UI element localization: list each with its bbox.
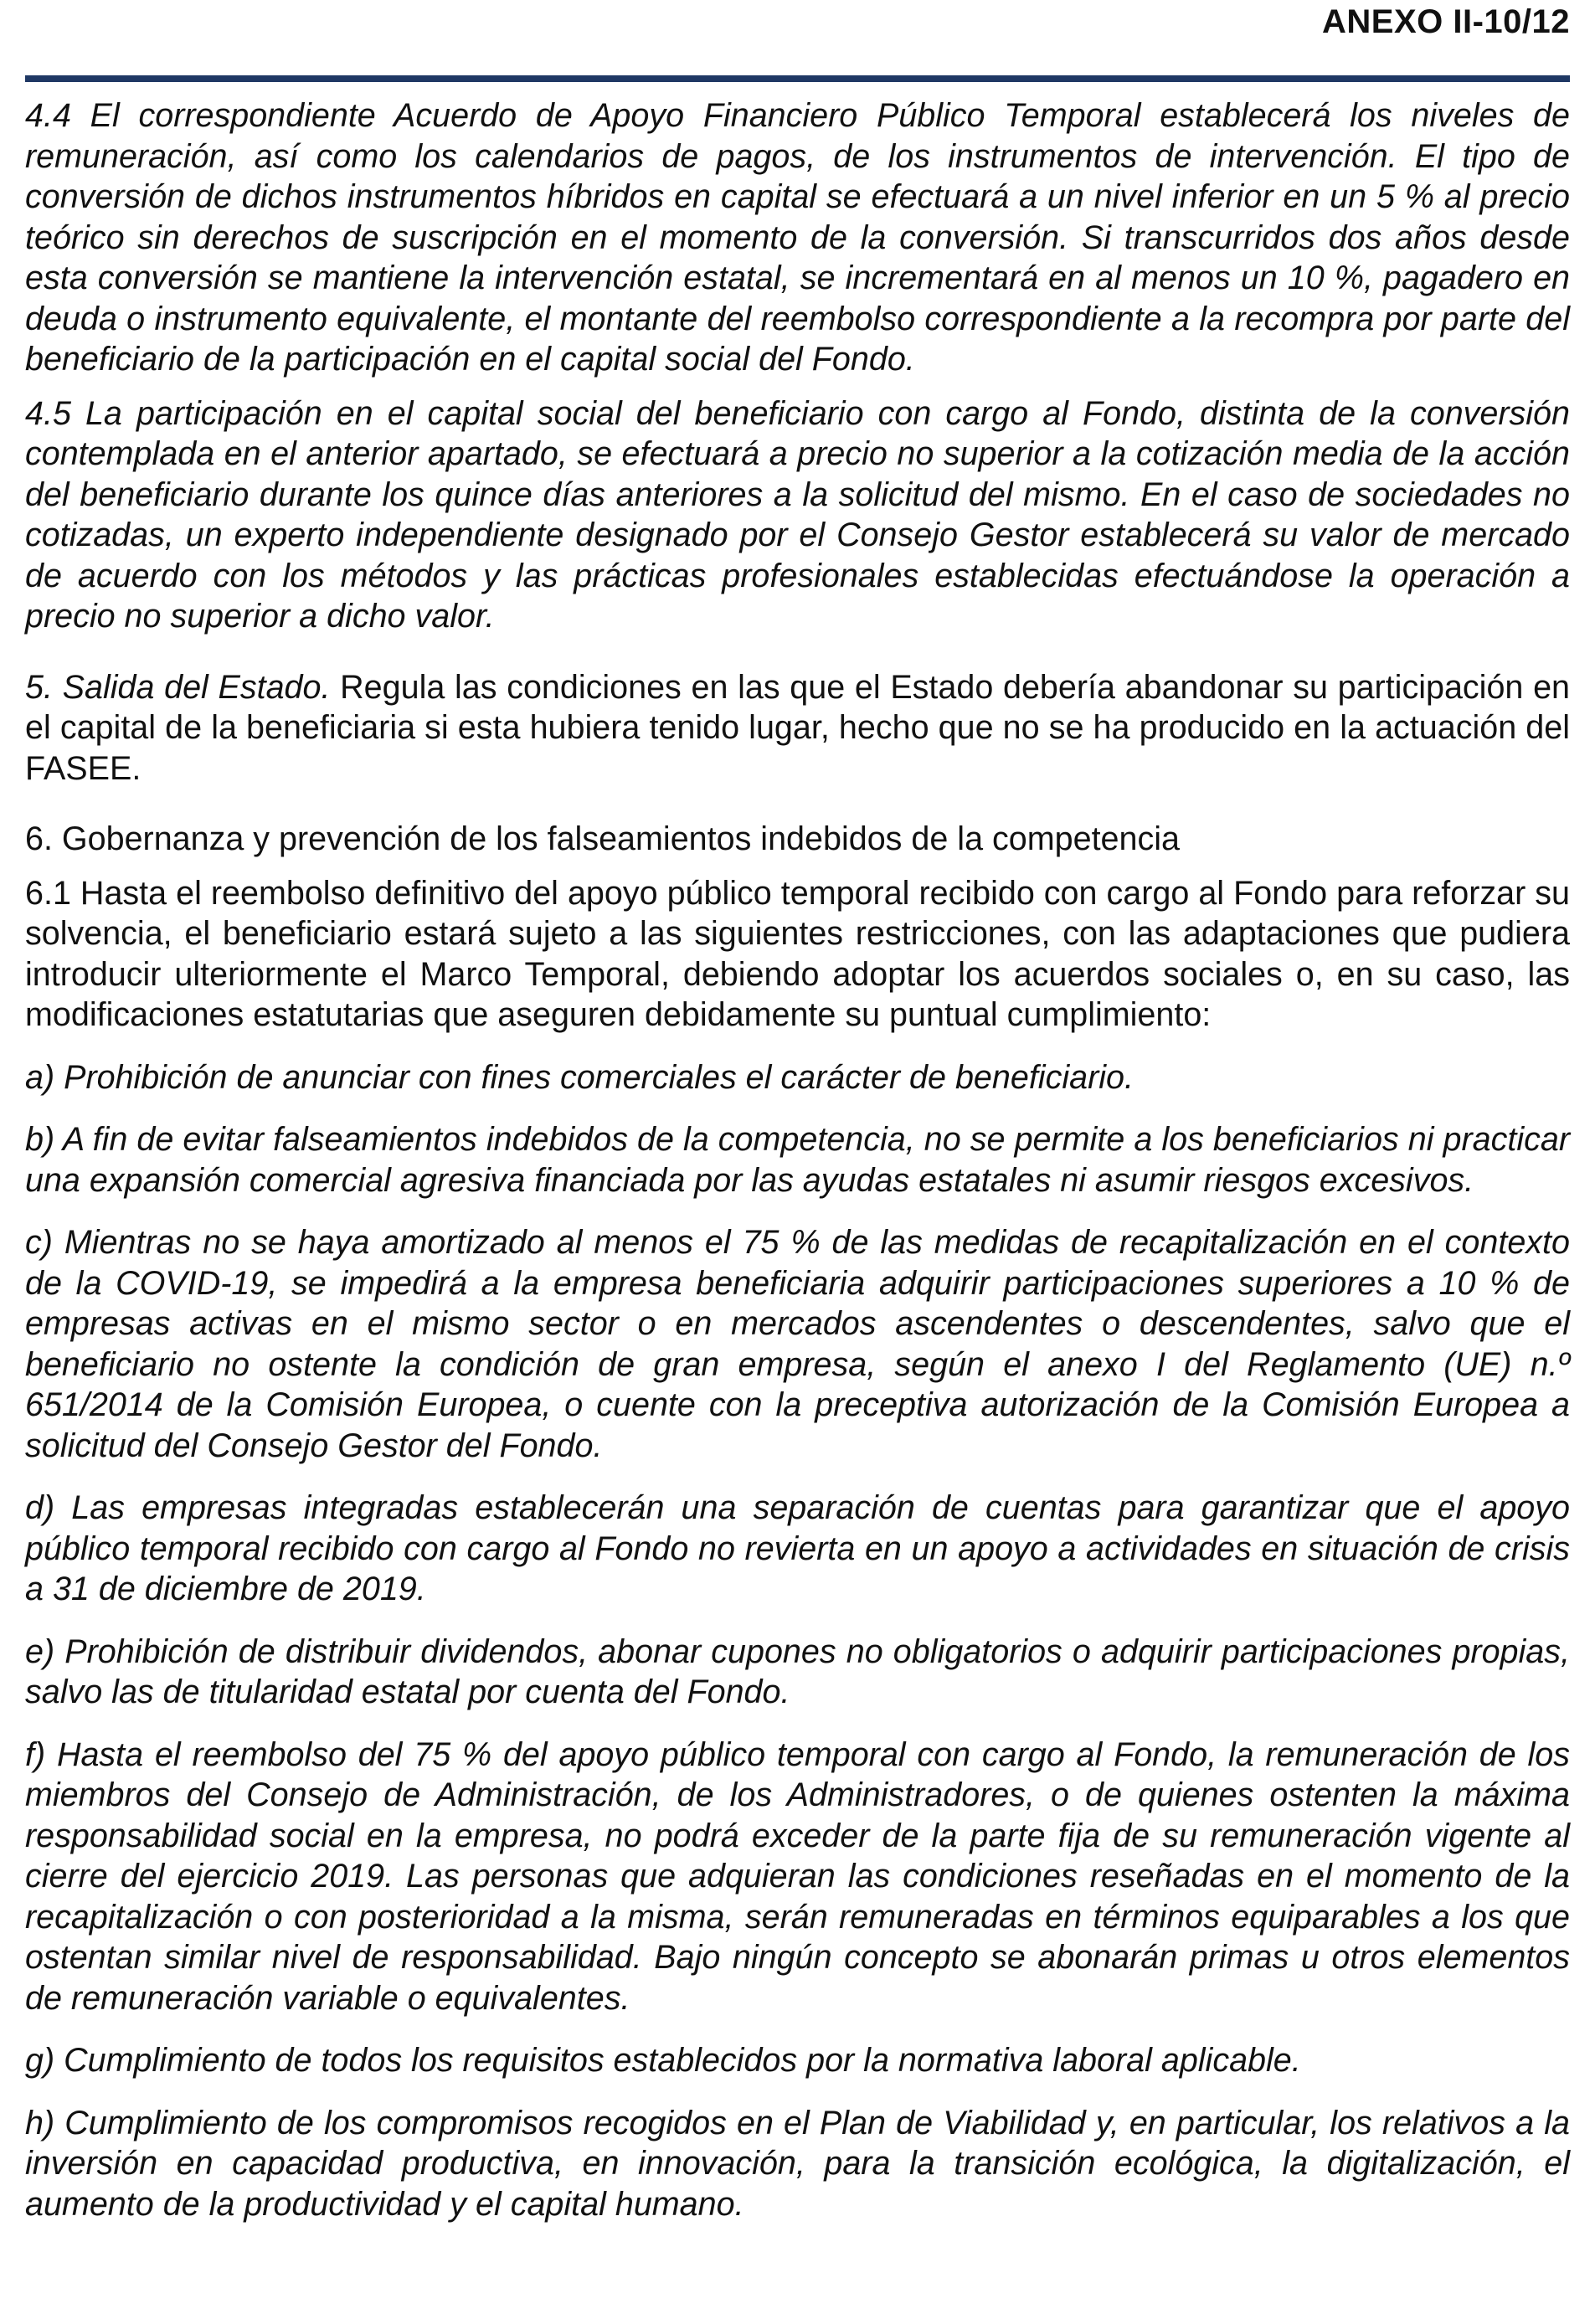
annex-page-label: ANEXO II-10/12	[1321, 3, 1570, 40]
header-divider	[25, 75, 1570, 82]
page-header	[0, 0, 1595, 82]
document-body	[25, 95, 1570, 2224]
section-6-heading: 6. Gobernanza y prevención de los falseamientos indebidos de la competencia	[25, 820, 1180, 857]
section-5-text: Regula las condiciones en las que el Estado debería abandonar su participación en el capital de la beneficiaria si esta hubiera tenido lugar, hecho que no se ha producido en la actuación del FASEE.	[25, 668, 1571, 787]
item-g: g) Cumplimiento de todos los requisitos establecidos por la normativa laboral aplicable.	[25, 2042, 1301, 2079]
item-e: e) Prohibición de distribuir dividendos, abonar cupones no obligatorios o adquirir participaciones propias, salvo las de titularidad estatal por cuenta del Fondo.	[25, 1632, 1570, 1710]
item-a: a) Prohibición de anunciar con fines comerciales el carácter de beneficiario.	[25, 1058, 1134, 1096]
section-5-heading: 5. Salida del Estado.	[25, 668, 331, 706]
item-b: b) A fin de evitar falseamientos indebidos de la competencia, no se permite a los beneficiarios ni practicar una expansión comercial agresiva financiada por las ayudas estatales ni asumir riesgos excesivos.	[25, 1121, 1570, 1199]
paragraph-6-1: 6.1 Hasta el reembolso definitivo del apoyo público temporal recibido con cargo al Fondo para reforzar su solvencia, el beneficiario estará sujeto a las siguientes restricciones, con las adaptaciones que pudiera introducir ulteriormente el Marco Temporal, debiendo adoptar los acuerdos sociales o, en su caso, las modificaciones estatutarias que aseguren debidamente su puntual cumplimiento:	[25, 874, 1570, 1033]
item-d: d) Las empresas integradas establecerán una separación de cuentas para garantizar que el apoyo público temporal recibido con cargo al Fondo no revierta en un apoyo a actividades en situación de crisis a 31 de diciembre de 2019.	[25, 1489, 1570, 1607]
paragraph-4-4: 4.4 El correspondiente Acuerdo de Apoyo Financiero Público Temporal establecerá los niveles de remuneración, así como los calendarios de pagos, de los instrumentos de intervención. El tipo de conversión de dichos instrumentos híbridos en capital se efectuará a un nivel inferior en un 5 % al precio teórico sin derechos de suscripción en el momento de la conversión. Si transcurridos dos años desde esta conversión se mantiene la intervención estatal, se incrementará en al menos un 10 %, pagadero en deuda o instrumento equivalente, el montante del reembolso correspondiente a la recompra por parte del beneficiario de la participación en el capital social del Fondo.	[25, 97, 1570, 378]
paragraph-5	[25, 667, 1570, 789]
item-h: h) Cumplimiento de los compromisos recogidos en el Plan de Viabilidad y, en particular, los relativos a la inversión en capacidad productiva, en innovación, para la transición ecológica, la digitalización, el aumento de la productividad y el capital humano.	[25, 2104, 1570, 2223]
item-c: c) Mientras no se haya amortizado al menos el 75 % de las medidas de recapitalización en el contexto de la COVID-19, se impedirá a la empresa beneficiaria adquirir participaciones superiores a 10 % de empresas activas en el mismo sector o en mercados ascendentes o descendentes, salvo que el beneficiario no ostente la condición de gran empresa, según el anexo I del Reglamento (UE) n.º 651/2014 de la Comisión Europea, o cuente con la preceptiva autorización de la Comisión Europea a solicitud del Consejo Gestor del Fondo.	[25, 1224, 1570, 1464]
item-f: f) Hasta el reembolso del 75 % del apoyo público temporal con cargo al Fondo, la remuneración de los miembros del Consejo de Administración, de los Administradores, o de quienes ostenten la máxima responsabilidad social en la empresa, no podrá exceder de la parte fija de su remuneración vigente al cierre del ejercicio 2019. Las personas que adquieran las condiciones reseñadas en el momento de la recapitalización o con posterioridad a la misma, serán remuneradas en términos equiparables a los que ostentan similar nivel de responsabilidad. Bajo ningún concepto se abonarán primas u otros elementos de remuneración variable o equivalentes.	[25, 1735, 1570, 2017]
paragraph-4-5: 4.5 La participación en el capital social del beneficiario con cargo al Fondo, distinta de la conversión contemplada en el anterior apartado, se efectuará a precio no superior a la cotización media de la acción del beneficiario durante los quince días anteriores a la solicitud del mismo. En el caso de sociedades no cotizadas, un experto independiente designado por el Consejo Gestor establecerá su valor de mercado de acuerdo con los métodos y las prácticas profesionales establecidas efectuándose la operación a precio no superior a dicho valor.	[25, 394, 1570, 635]
